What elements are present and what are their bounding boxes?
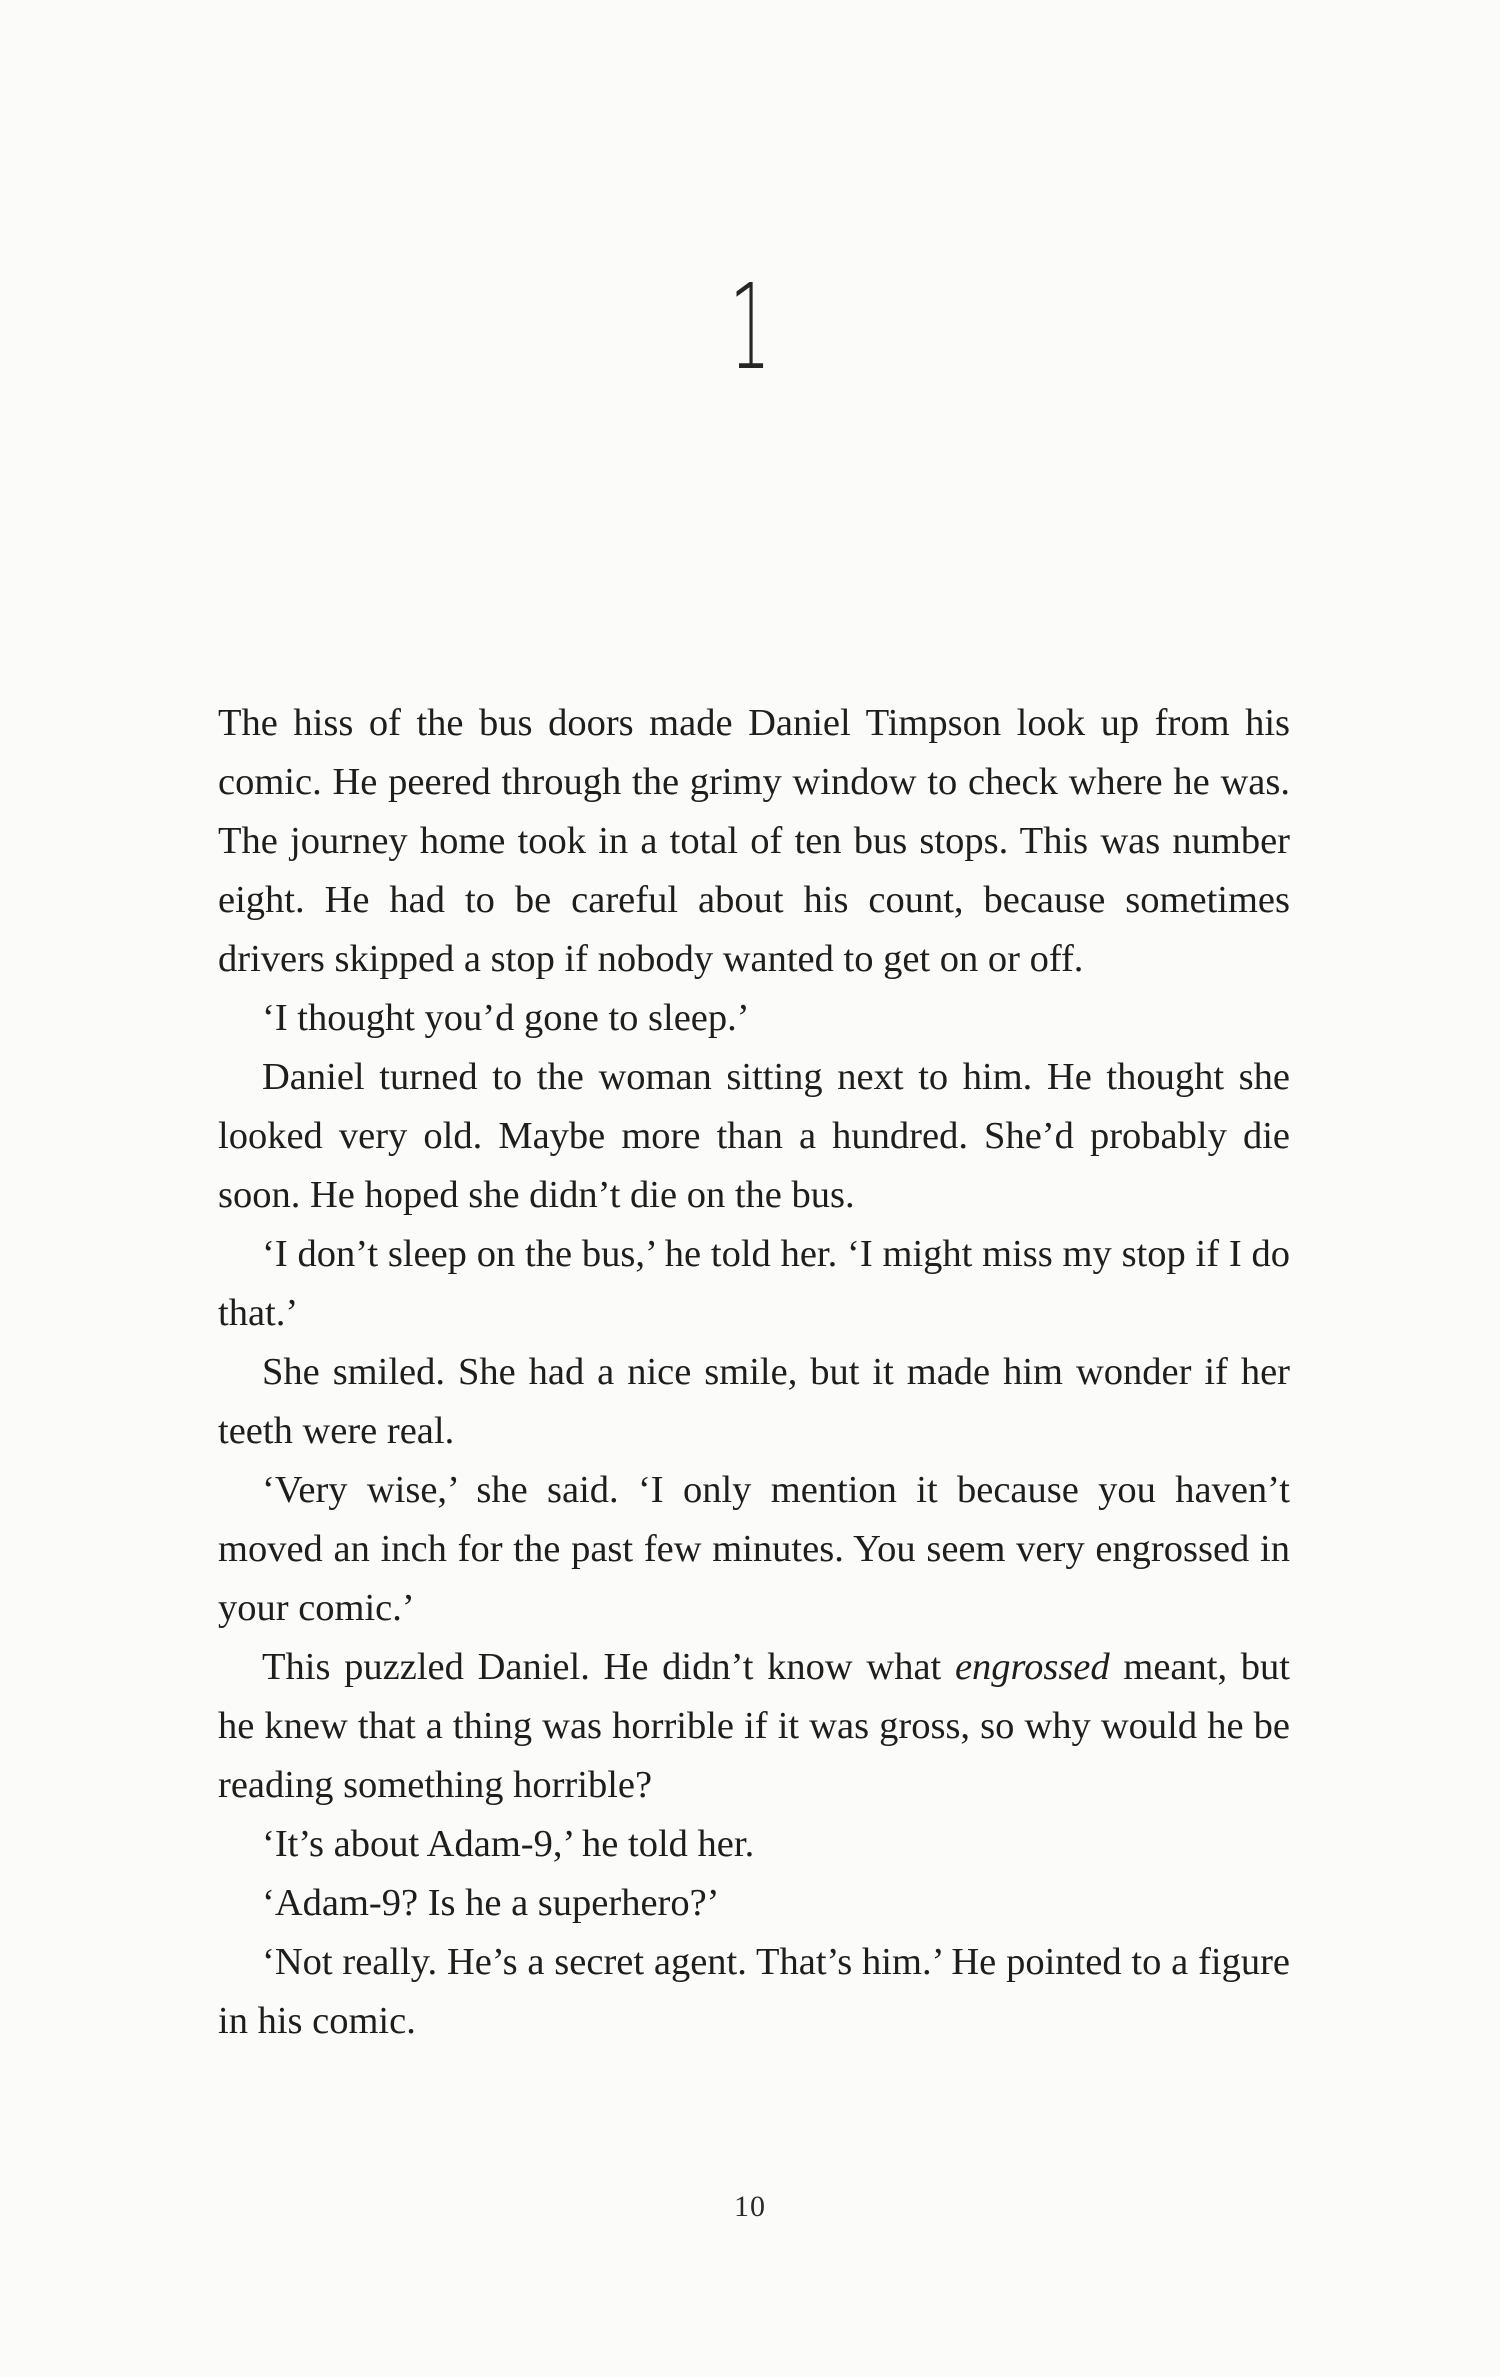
paragraph: ‘It’s about Adam-9,’ he told her. — [262, 1823, 755, 1865]
paragraph: She smiled. She had a nice smile, but it made him wonder if her teeth were real. — [218, 1351, 1290, 1452]
emphasized-word: engrossed — [954, 1646, 1110, 1688]
paragraph: ‘Not really. He’s a secret agent. That’s him.’ He pointed to a figure in his comic. — [218, 1941, 1290, 2042]
paragraph: ‘I thought you’d gone to sleep.’ — [262, 997, 750, 1039]
page-number: 10 — [734, 2190, 766, 2223]
paragraph: Daniel turned to the woman sitting next to him. He thought she looked very old. Maybe more than a hundred. She’d probably die soon. He hoped she didn’t die on the bus. — [218, 1056, 1290, 1216]
chapter-number: 1 — [729, 258, 771, 396]
paragraph: ‘I don’t sleep on the bus,’ he told her. ‘I might miss my stop if I do that.’ — [218, 1233, 1290, 1334]
paragraph: ‘Adam-9? Is he a superhero?’ — [262, 1882, 720, 1924]
paragraph: The hiss of the bus doors made Daniel Timpson look up from his comic. He peered through the grimy window to check where he was. The journey home took in a total of ten bus stops. This was number eight. He had to be careful about his count, because sometimes drivers skipped a stop if nobody wanted to get on or off. — [218, 702, 1290, 980]
chapter-text — [218, 694, 1290, 2051]
paragraph-text: meant, but he knew that a thing was horrible if it was gross, so why would he be reading something horrible? — [218, 1646, 1290, 1806]
paragraph-text: This puzzled Daniel. He didn’t know what — [262, 1646, 955, 1688]
paragraph — [218, 1638, 1290, 1815]
paragraph: ‘Very wise,’ she said. ‘I only mention it because you haven’t moved an inch for the past few minutes. You seem very engrossed in your comic.’ — [218, 1469, 1290, 1629]
